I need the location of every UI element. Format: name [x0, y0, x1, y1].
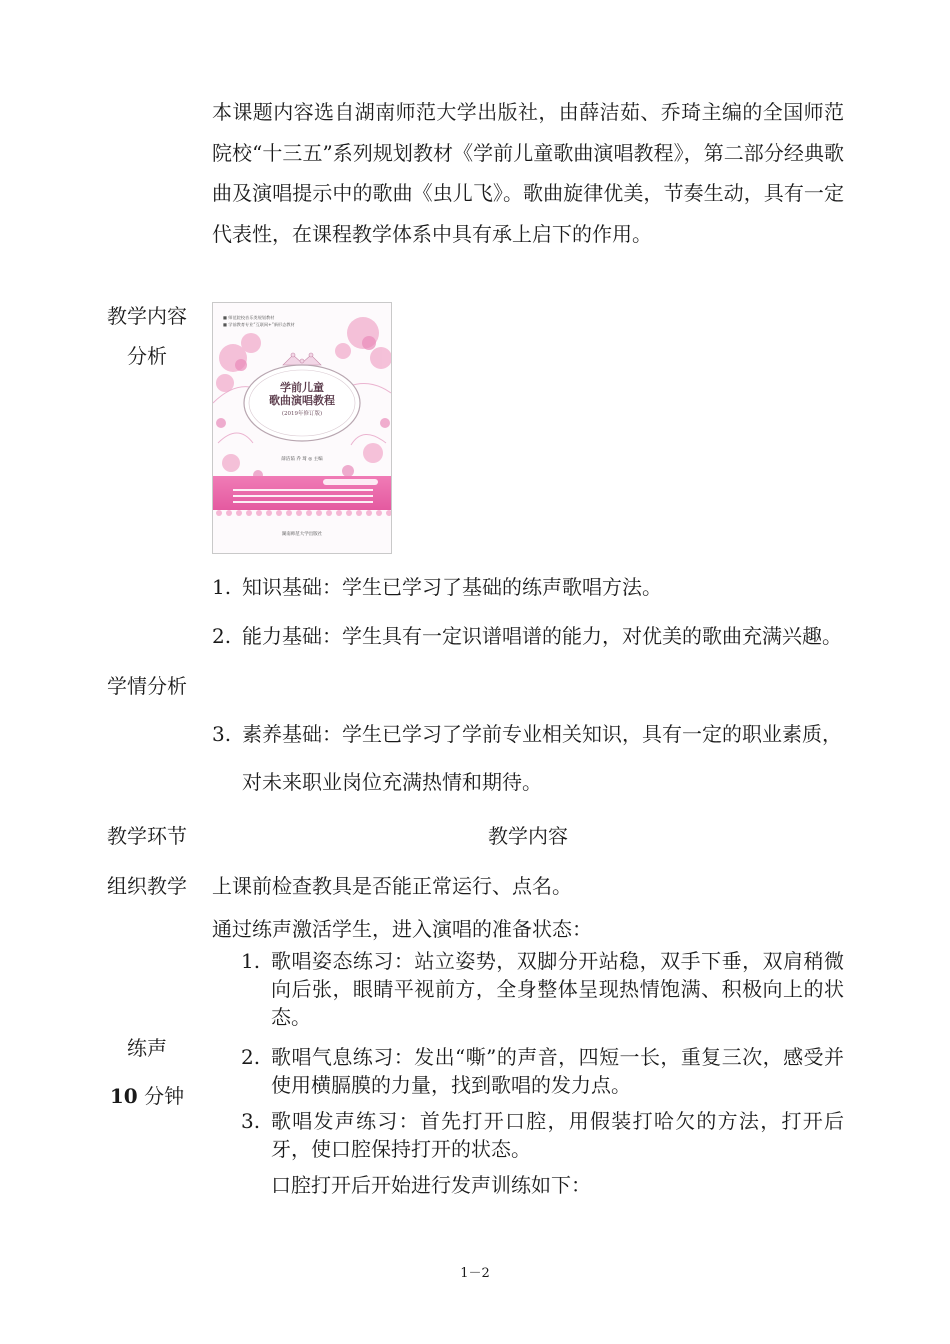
student-item-2 [212, 622, 844, 702]
student-item-3-text: 素养基础：学生已学习了学前专业相关知识，具有一定的职业素质，对未来职业岗位充满热情和期待。 [242, 722, 842, 794]
warmup-intro: 通过练声激活学生，进入演唱的准备状态： [212, 917, 592, 941]
student-item-2-num: 2. [212, 624, 232, 648]
warmup-item-2-num: 2. [241, 1045, 261, 1069]
book-note-2: ■ 学前教育专业“互联网+”新形态教材 [223, 322, 295, 327]
book-title-line1: 学前儿童 [280, 381, 324, 394]
student-analysis-label: 学情分析 [107, 674, 187, 698]
book-publisher: 湖南师范大学出版社 [281, 532, 323, 537]
header-teaching-stage: 教学环节 [107, 824, 187, 848]
warmup-item-3 [241, 1107, 844, 1167]
book-editors: 薛洁茹 乔 琦 ◎ 主编 [281, 457, 323, 462]
content-analysis-label-line2: 分析 [127, 344, 167, 368]
organize-content: 上课前检查教具是否能正常运行、点名。 [212, 874, 572, 898]
content-analysis-paragraph: 本课题内容选自湖南师范大学出版社，由薛洁茹、乔琦主编的全国师范院校“十三五”系列规划教材《学前儿童歌曲演唱教程》，第二部分经典歌曲及演唱提示中的歌曲《虫儿飞》。歌曲旋律优美，节奏生动，具有一定代表性，在课程教学体系中具有承上启下的作用。 [212, 100, 844, 246]
student-item-1 [212, 573, 844, 601]
organize-label: 组织教学 [107, 874, 187, 898]
warmup-item-2 [241, 1043, 844, 1103]
warmup-duration [97, 1082, 197, 1110]
book-title-line2: 歌曲演唱教程 [269, 394, 335, 407]
content-analysis-label-line1: 教学内容 [107, 304, 187, 328]
warmup-duration-unit: 分钟 [144, 1084, 185, 1108]
warmup-duration-num: 10 [109, 1084, 138, 1108]
student-item-3 [212, 720, 844, 800]
book-cover-art [213, 303, 391, 553]
warmup-item-3-text: 歌唱发声练习：首先打开口腔，用假装打哈欠的方法，打开后牙，使口腔保持打开的状态。 [271, 1109, 844, 1161]
student-item-1-num: 1. [212, 575, 232, 599]
warmup-item-3-num: 3. [241, 1109, 261, 1133]
warmup-item-1-text: 歌唱姿态练习：站立姿势，双脚分开站稳，双手下垂，双肩稍微向后张，眼睛平视前方，全身整体呈现热情饱满、积极向上的状态。 [271, 949, 844, 1029]
student-item-3-num: 3. [212, 722, 232, 746]
content-analysis-label [97, 296, 197, 376]
warmup-item-1 [241, 947, 844, 1037]
header-teaching-content: 教学内容 [488, 824, 568, 848]
book-edition: (2019年修订版) [281, 411, 323, 417]
book-note-1: ■ 师范院校音乐类规划教材 [223, 315, 275, 320]
student-item-2-text: 能力基础：学生具有一定识谱唱谱的能力，对优美的歌曲充满兴趣。 [242, 624, 842, 648]
warmup-label: 练声 [127, 1036, 167, 1060]
page-number: 1－2 [460, 1266, 490, 1281]
book-cover-image [212, 302, 392, 554]
warmup-item-2-text: 歌唱气息练习：发出“嘶”的声音，四短一长，重复三次，感受并使用横膈膜的力量，找到歌唱的发力点。 [271, 1045, 844, 1097]
student-item-1-text: 知识基础：学生已学习了基础的练声歌唱方法。 [242, 575, 662, 599]
warmup-item-1-num: 1. [241, 949, 261, 973]
warmup-closing: 口腔打开后开始进行发声训练如下： [271, 1173, 591, 1197]
